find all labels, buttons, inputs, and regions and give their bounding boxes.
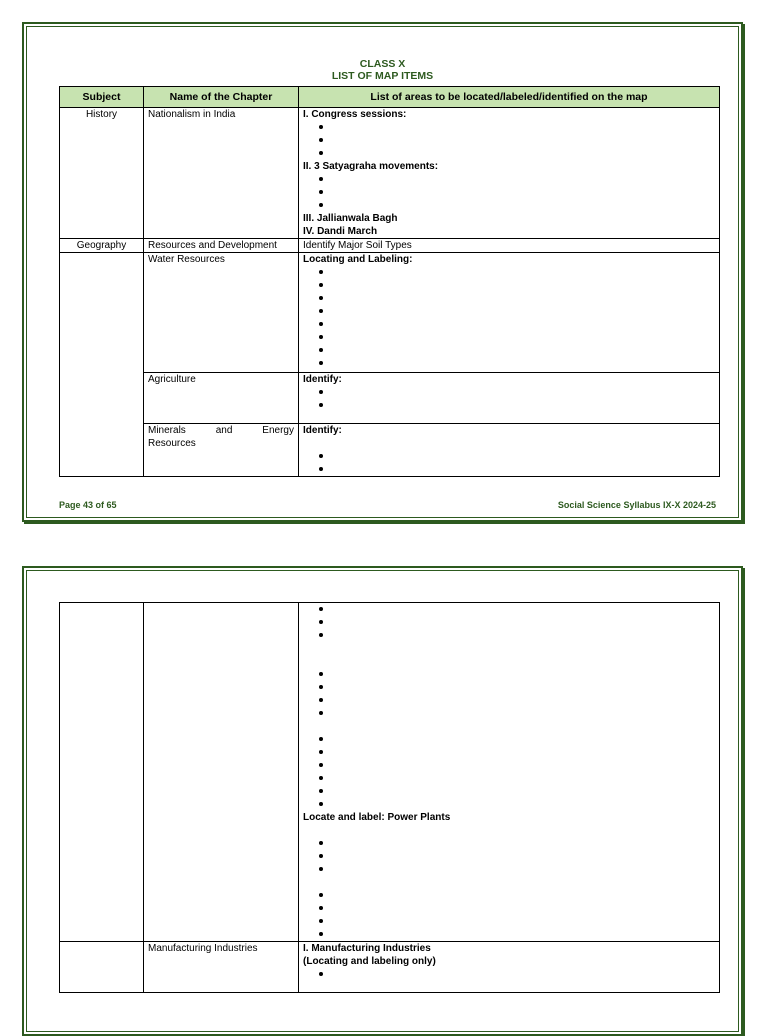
table-row-water — [60, 253, 720, 373]
bullet-item — [317, 733, 715, 746]
power-plants-label: Locate and label: Power Plants — [303, 812, 451, 823]
bullet-item — [317, 928, 715, 941]
chapter-nationalism: Nationalism in India — [144, 108, 299, 239]
satyagraha-bullets — [303, 173, 715, 212]
bullet-item — [317, 399, 715, 412]
map-items-table-cont — [59, 602, 720, 993]
bullet-item — [317, 279, 715, 292]
areas-water — [299, 253, 720, 373]
satyagraha-label: II. 3 Satyagraha movements: — [303, 161, 439, 172]
bullet-item — [317, 746, 715, 759]
bullet-item — [317, 357, 715, 370]
page-number: Page 43 of 65 — [59, 500, 117, 510]
bullet-item — [317, 759, 715, 772]
bullet-item — [317, 889, 715, 902]
identify-label-minerals: Identify: — [303, 425, 342, 436]
bullet-item — [317, 173, 715, 186]
table-row-history — [60, 108, 720, 239]
bullet-item — [317, 616, 715, 629]
bullet-item — [317, 915, 715, 928]
subject-geography-cont — [60, 253, 144, 477]
bullet-item — [317, 186, 715, 199]
table-row-agriculture — [60, 373, 720, 424]
minerals-bullets-b — [303, 668, 715, 720]
bullet-item — [317, 837, 715, 850]
bullet-item — [317, 463, 715, 476]
bullet-item — [317, 386, 715, 399]
chapter-agriculture: Agriculture — [144, 373, 299, 424]
bullet-item — [317, 694, 715, 707]
congress-bullets — [303, 121, 715, 160]
locating-labeling-label: Locating and Labeling: — [303, 254, 413, 265]
subject-history: History — [60, 108, 144, 239]
bullet-item — [317, 121, 715, 134]
bullet-item — [317, 785, 715, 798]
bullet-item — [317, 603, 715, 616]
header-areas: List of areas to be located/labeled/identified on the map — [299, 87, 720, 108]
table-row-minerals — [60, 424, 720, 477]
chapter-water: Water Resources — [144, 253, 299, 373]
bullet-item — [317, 199, 715, 212]
areas-history — [299, 108, 720, 239]
power-bullets-a — [303, 837, 715, 876]
identify-label-agri: Identify: — [303, 374, 342, 385]
bullet-item — [317, 863, 715, 876]
bullet-item — [317, 344, 715, 357]
bullet-item — [317, 668, 715, 681]
minerals-line2: Resources — [148, 438, 196, 449]
bullet-item — [317, 629, 715, 642]
minerals-line1: Minerals and Energy — [148, 425, 294, 436]
areas-soil: Identify Major Soil Types — [299, 239, 720, 253]
bullet-item — [317, 772, 715, 785]
bullet-item — [317, 902, 715, 915]
areas-manufacturing — [299, 942, 720, 993]
manufacturing-label: I. Manufacturing Industries — [303, 943, 431, 954]
power-bullets-b — [303, 889, 715, 941]
areas-minerals — [299, 424, 720, 477]
chapter-minerals — [144, 424, 299, 477]
bullet-item — [317, 968, 715, 981]
chapter-resources: Resources and Development — [144, 239, 299, 253]
page-44 — [22, 566, 743, 1036]
chapter-cont — [144, 603, 299, 942]
bullet-item — [317, 305, 715, 318]
bullet-item — [317, 331, 715, 344]
subject-geography: Geography — [60, 239, 144, 253]
bullet-item — [317, 850, 715, 863]
water-bullets — [303, 266, 715, 370]
subject-manufacturing — [60, 942, 144, 993]
table-row-manufacturing — [60, 942, 720, 993]
bullet-item — [317, 707, 715, 720]
subject-cont — [60, 603, 144, 942]
agri-bullets — [303, 386, 715, 412]
header-subject: Subject — [60, 87, 144, 108]
congress-sessions-label: I. Congress sessions: — [303, 109, 407, 120]
bullet-item — [317, 266, 715, 279]
bullet-item — [317, 681, 715, 694]
jallianwala-label: III. Jallianwala Bagh — [303, 213, 398, 224]
table-header-row — [60, 87, 720, 108]
table-row-soil — [60, 239, 720, 253]
bullet-item — [317, 798, 715, 811]
minerals-bullets — [303, 450, 715, 476]
header-chapter: Name of the Chapter — [144, 87, 299, 108]
bullet-item — [317, 318, 715, 331]
dandi-label: IV. Dandi March — [303, 226, 378, 237]
minerals-bullets-a — [303, 603, 715, 642]
bullet-item — [317, 292, 715, 305]
manufacturing-sublabel: (Locating and labeling only) — [303, 956, 436, 967]
chapter-manufacturing: Manufacturing Industries — [144, 942, 299, 993]
bullet-item — [317, 134, 715, 147]
minerals-bullets-c — [303, 733, 715, 811]
bullet-item — [317, 147, 715, 160]
syllabus-label: Social Science Syllabus IX-X 2024-25 — [557, 500, 716, 510]
map-items-table — [59, 86, 720, 477]
list-title: LIST OF MAP ITEMS — [331, 70, 434, 82]
class-title: CLASS X — [359, 58, 406, 70]
bullet-item — [317, 450, 715, 463]
table-row-minerals-cont — [60, 603, 720, 942]
page-43 — [22, 22, 743, 522]
areas-minerals-cont — [299, 603, 720, 942]
areas-agriculture — [299, 373, 720, 424]
manufacturing-bullets — [303, 968, 715, 981]
